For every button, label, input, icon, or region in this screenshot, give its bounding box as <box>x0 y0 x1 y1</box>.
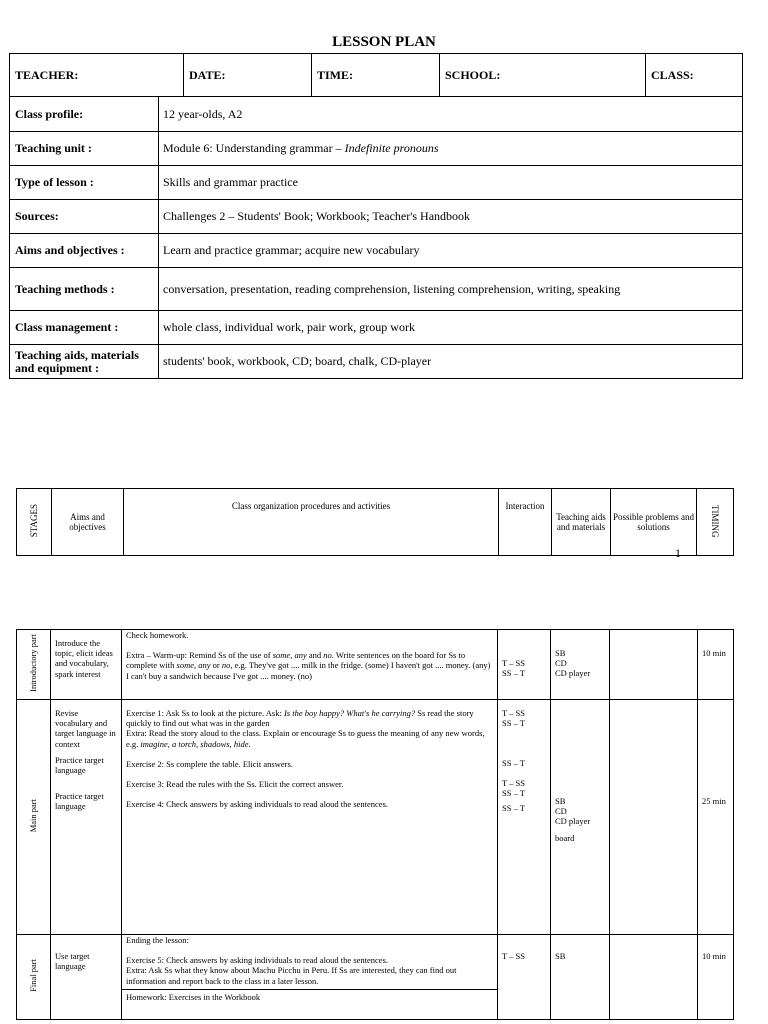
main-timing <box>698 700 734 935</box>
final-proc-3: Extra: Ask Ss what they know about Machu Picchu in Peru. If Ss are interested, they can find out information and report back to the class in a later lesson. <box>126 965 457 986</box>
main-int-5: SS – T <box>502 787 525 798</box>
final-stage <box>17 935 51 1020</box>
methods-label: Teaching methods : <box>10 268 159 311</box>
intro-procedures <box>122 630 498 700</box>
final-row <box>17 935 734 1020</box>
main-int-3: SS – T <box>502 758 525 769</box>
main-stage <box>17 700 51 935</box>
problems-header: Possible problems and solutions <box>611 489 697 556</box>
class-profile-label: Class profile: <box>10 97 159 132</box>
main-aid-2: CD <box>555 806 567 817</box>
timing-header <box>697 489 734 556</box>
intro-row <box>17 630 734 700</box>
intro-aid-2: CD <box>555 658 567 669</box>
main-procedures <box>122 700 498 935</box>
timing-header-text: TIMING <box>710 504 720 538</box>
main-row <box>17 700 734 935</box>
stages-header-table <box>16 488 734 556</box>
aids-label <box>10 345 159 379</box>
main-ex2: Exercise 2: Ss complete the table. Elicit answers. <box>126 758 293 769</box>
teaching-unit-label: Teaching unit : <box>10 132 159 166</box>
intro-int-1: T – SS <box>502 658 525 668</box>
intro-proc-2d: no <box>323 650 332 661</box>
main-ex3: Exercise 3: Read the rules with the Ss. Elicit the correct answer. <box>126 778 344 789</box>
main-aid-4: board <box>555 832 575 843</box>
main-aid-3: CD player <box>555 816 591 827</box>
intro-int-2: SS – T <box>502 668 525 679</box>
class-profile-value: 12 year-olds, A2 <box>159 97 743 132</box>
aims-label: Aims and objectives : <box>10 234 159 268</box>
final-aims <box>51 935 122 1020</box>
intro-aims-text: Introduce the topic, elicit ideas and vocabulary, spark interest <box>55 638 113 679</box>
aims-header: Aims and objectives <box>52 489 124 556</box>
management-label: Class management : <box>10 311 159 345</box>
main-ex1c: Ss read the story quickly to find out what was in the garden <box>126 708 474 729</box>
final-aids-text: SB <box>555 951 566 961</box>
main-ex1d: Extra: Read the story aloud to the class. Explain or encourage Ss to guess the meaning of any new words, e.g. <box>126 728 485 749</box>
final-timing-text: 10 min <box>702 951 726 961</box>
intro-proc-2c: and <box>306 650 324 661</box>
management-value: whole class, individual work, pair work, group work <box>159 311 743 345</box>
final-homework: Homework: Exercises in the Workbook <box>122 989 497 1014</box>
class-label: CLASS: <box>646 54 743 97</box>
school-label: SCHOOL: <box>440 54 646 97</box>
final-interaction-text: T – SS <box>502 951 525 961</box>
final-procedures <box>122 935 498 1020</box>
page-title: LESSON PLAN <box>332 34 436 50</box>
stages-header <box>17 489 52 556</box>
final-stage-text: Final part <box>28 959 39 993</box>
main-ex1e: imagine, a torch, shadows, hide. <box>140 738 251 749</box>
intro-stage-text: Introductory part <box>28 634 39 693</box>
intro-proc-warmup <box>126 650 493 681</box>
main-ex1 <box>126 708 493 728</box>
time-label: TIME: <box>312 54 440 97</box>
main-int-4: T – SS <box>502 777 525 788</box>
main-int-1: T – SS <box>502 708 525 718</box>
lesson-type-label: Type of lesson : <box>10 166 159 200</box>
intro-proc-check: Check homework. <box>126 630 189 640</box>
intro-aids <box>551 630 610 700</box>
main-aims <box>51 700 122 935</box>
main-interaction <box>498 700 551 935</box>
header-table <box>9 53 743 97</box>
intro-proc-2f: some, any <box>176 660 211 671</box>
main-aim-2: Practice target language <box>55 754 104 775</box>
main-timing-text: 25 min <box>702 796 726 806</box>
main-ex1-extra <box>126 728 493 748</box>
main-ex1b: Is the boy happy? What's he carrying? <box>283 708 416 718</box>
main-aim-3: Practice target language <box>55 791 104 812</box>
procedures-header: Class organization procedures and activities <box>124 489 499 556</box>
intro-interaction <box>498 630 551 700</box>
main-ex4: Exercise 4: Check answers by asking individuals to read aloud the sentences. <box>126 799 389 810</box>
main-ex1a: Exercise 1: Ask Ss to look at the picture. Ask: <box>126 708 284 718</box>
intro-proc-2e: . Write sentences on the board for Ss to complete with <box>126 650 466 671</box>
intro-timing <box>698 630 734 700</box>
intro-problems <box>610 630 698 700</box>
intro-aid-3: CD player <box>555 668 591 679</box>
final-problems <box>610 935 698 1020</box>
main-aid-1: SB <box>555 796 566 806</box>
final-proc-2: Exercise 5: Check answers by asking individuals to read aloud the sentences. <box>126 955 389 966</box>
intro-timing-text: 10 min <box>702 648 726 658</box>
intro-proc-2b: some, any <box>272 650 307 661</box>
stages-header-text: STAGES <box>29 504 39 538</box>
date-label: DATE: <box>184 54 312 97</box>
main-stage-text: Main part <box>28 799 39 833</box>
final-timing <box>698 935 734 1020</box>
interaction-header: Interaction <box>499 489 552 556</box>
sources-value: Challenges 2 – Students' Book; Workbook; Teacher's Handbook <box>159 200 743 234</box>
final-interaction <box>498 935 551 1020</box>
teaching-unit-value <box>159 132 743 166</box>
aids-label-line1: Teaching aids, materials <box>15 347 139 362</box>
teacher-label: TEACHER: <box>10 54 184 97</box>
final-proc-1: Ending the lesson: <box>126 935 189 945</box>
teaching-unit-italic: Indefinite pronouns <box>344 141 439 155</box>
page-number: 1 <box>675 546 681 560</box>
intro-aims <box>51 630 122 700</box>
profile-table <box>9 96 743 379</box>
main-int-2: SS – T <box>502 718 525 729</box>
main-int-6: SS – T <box>502 802 525 813</box>
main-aim-1: Revise vocabulary and target language in context <box>55 708 116 749</box>
teaching-unit-text: Module 6: Understanding grammar – <box>163 141 345 155</box>
intro-stage <box>17 630 51 700</box>
main-aids <box>551 700 610 935</box>
lesson-type-value: Skills and grammar practice <box>159 166 743 200</box>
intro-proc-2h: no <box>221 660 231 671</box>
aids-value: students' book, workbook, CD; board, chalk, CD-player <box>159 345 743 379</box>
final-aids <box>551 935 610 1020</box>
intro-aid-1: SB <box>555 648 566 658</box>
methods-value: conversation, presentation, reading comprehension, listening comprehension, writing, speaking <box>159 268 743 311</box>
final-aims-text: Use target language <box>55 951 90 972</box>
intro-proc-2g: or <box>210 660 222 671</box>
aims-value: Learn and practice grammar; acquire new vocabulary <box>159 234 743 268</box>
stages-detail-table <box>16 629 734 1020</box>
aids-label-line2: and equipment : <box>15 360 100 375</box>
sources-label: Sources: <box>10 200 159 234</box>
aids-header: Teaching aids and materials <box>552 489 611 556</box>
main-problems <box>610 700 698 935</box>
intro-proc-2a: Extra – Warm-up: Remind Ss of the use of <box>126 650 273 661</box>
intro-proc-2i: , e.g. They've got .... milk in the fridge. (some) I haven't got .... money. (any) I can't buy a sandwich because I've got .... money. (no) <box>126 660 491 681</box>
